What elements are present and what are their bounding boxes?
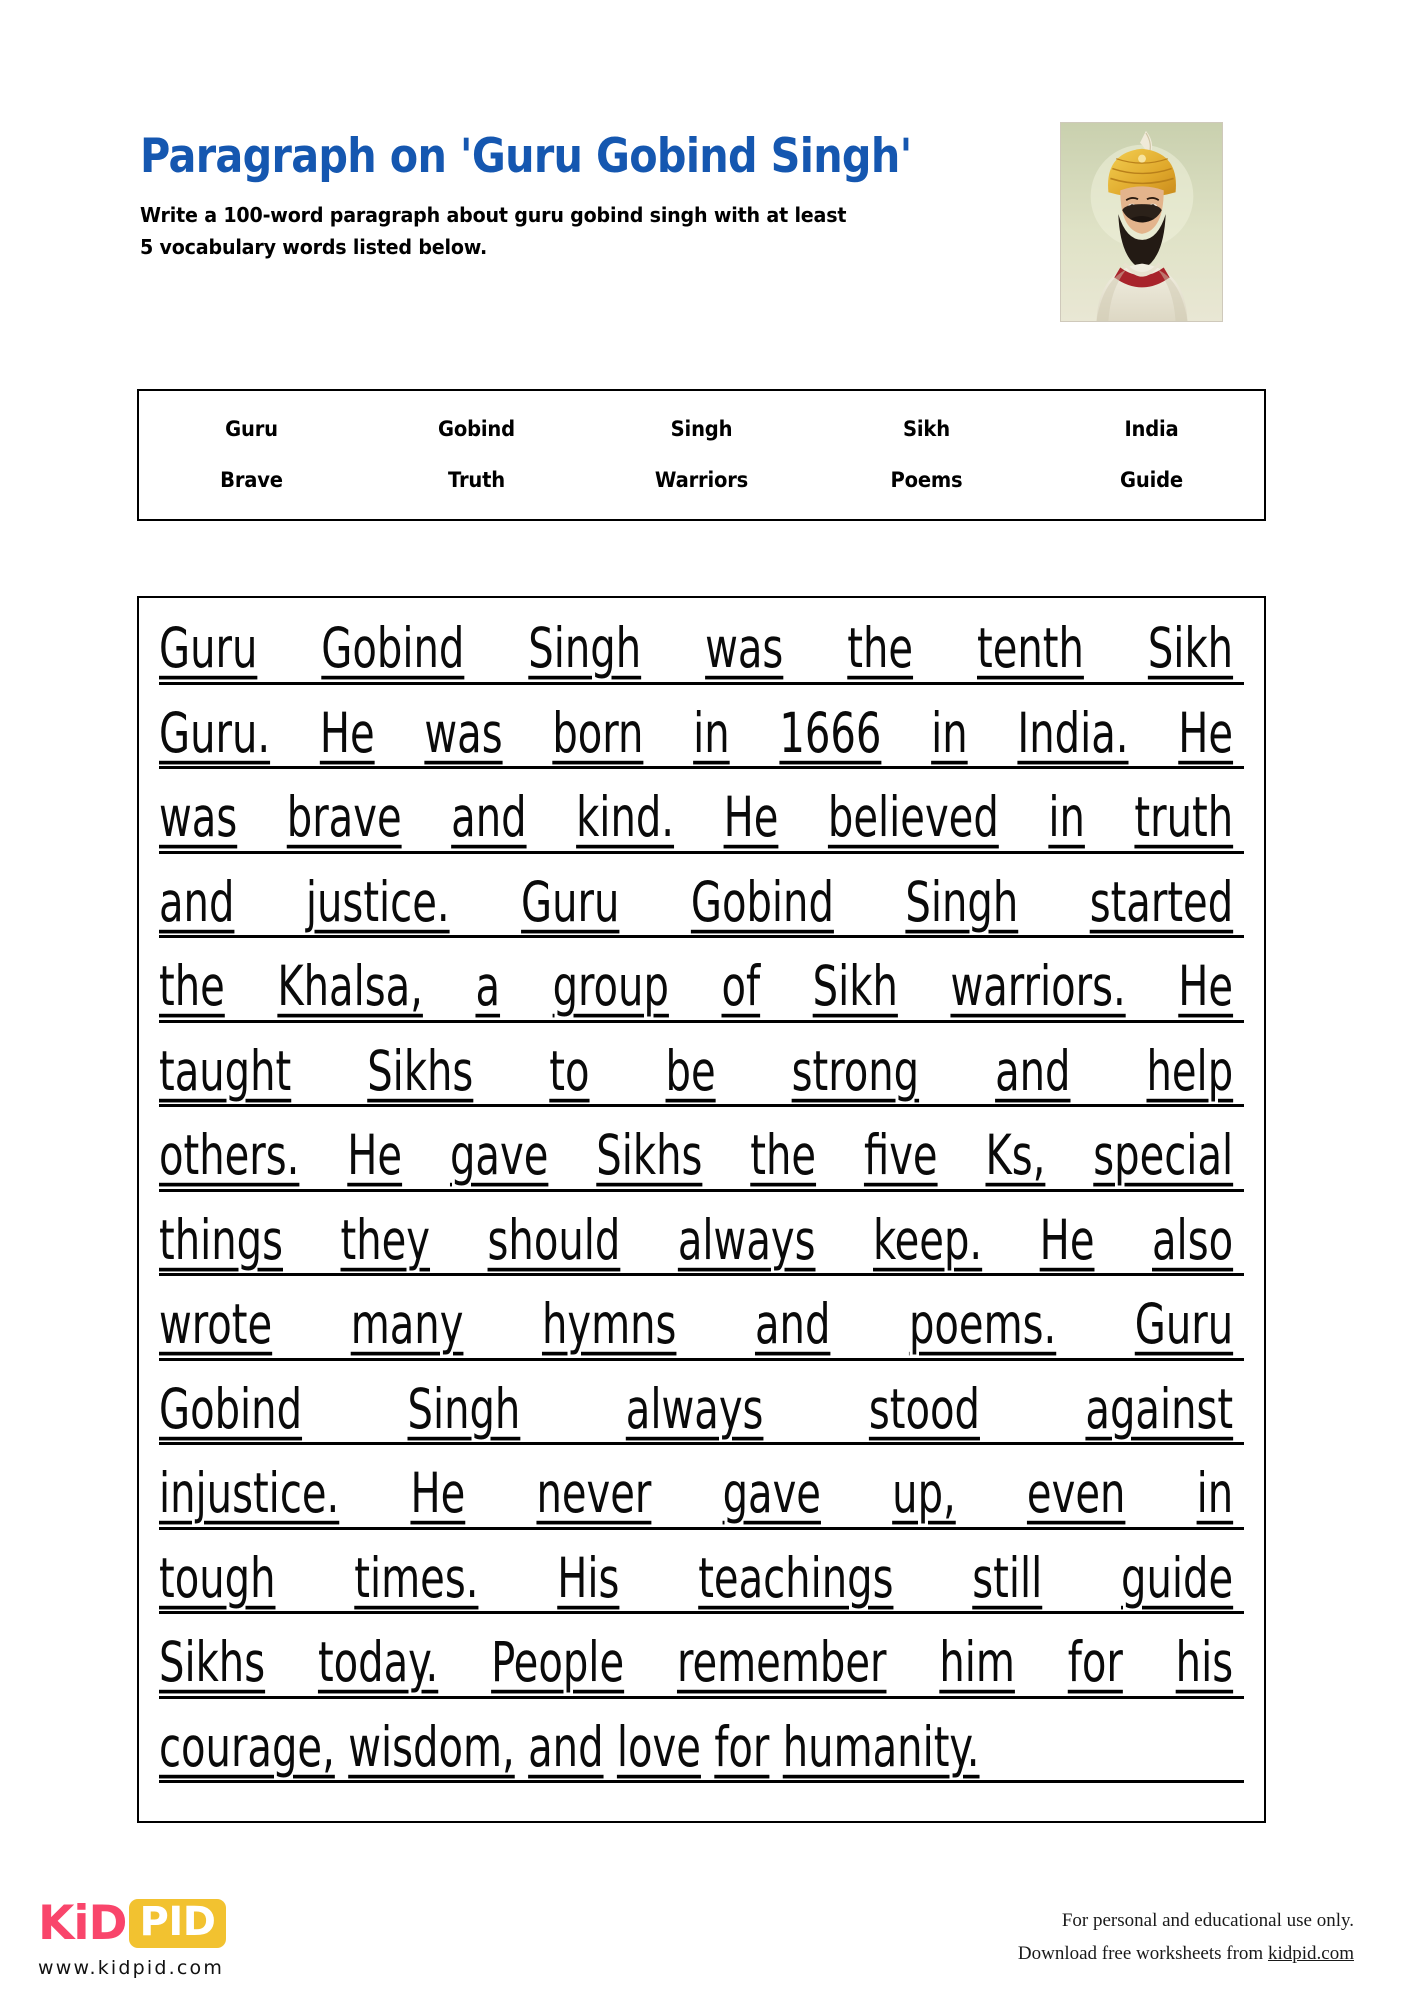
handwriting-word: they: [340, 1207, 431, 1273]
writing-rule-line: [159, 935, 1244, 938]
handwriting-word: a: [475, 954, 501, 1019]
handwriting-word: others.: [159, 1123, 300, 1188]
handwriting-word: Singh: [528, 616, 642, 681]
handwriting-word: guide: [1121, 1545, 1234, 1611]
handwriting-word: never: [536, 1461, 652, 1526]
handwriting-word: Gobind: [321, 616, 465, 681]
handwriting-word: him: [939, 1630, 1015, 1695]
handwriting-word: and: [159, 869, 235, 935]
handwriting-word: his: [1175, 1630, 1234, 1695]
handwriting-word: in: [1048, 785, 1085, 850]
handwriting-word: born: [552, 700, 644, 766]
vocabulary-word: Sikh: [903, 416, 950, 441]
handwriting-word: today.: [317, 1630, 439, 1695]
footer-note-line-1: For personal and educational use only.: [1061, 1910, 1354, 1931]
vocabulary-word: Gobind: [438, 416, 515, 441]
handwriting-word: He: [1039, 1207, 1095, 1273]
writing-rule-line: [159, 851, 1244, 854]
guru-gobind-singh-portrait: [1060, 122, 1223, 322]
vocabulary-word: Warriors: [654, 468, 749, 492]
handwriting-word: even: [1026, 1461, 1126, 1526]
handwriting-word: stood: [868, 1376, 980, 1442]
handwriting-word: hymns: [541, 1292, 677, 1357]
handwriting-word: believed: [827, 785, 999, 850]
handwriting-word: the: [847, 616, 914, 681]
kidpid-link[interactable]: kidpid.com: [1267, 1943, 1354, 1965]
handwriting-word: brave: [286, 785, 402, 850]
paragraph-answer-box[interactable]: [137, 596, 1266, 1823]
handwriting-word: Guru: [521, 869, 620, 935]
logo-kid-text: KiD: [38, 1895, 127, 1951]
handwriting-word: warriors.: [950, 954, 1126, 1019]
handwriting-word: Singh: [905, 869, 1019, 935]
handwriting-word: the: [159, 954, 225, 1019]
writing-rule-line: [159, 1273, 1244, 1276]
instruction-text: Write a 100-word paragraph about guru gobind singh with at least 5 vocabulary words listed below.: [140, 203, 847, 259]
handwriting-word: Sikhs: [159, 1630, 266, 1695]
handwriting-word: love: [616, 1714, 701, 1780]
vocabulary-word: Truth: [447, 468, 506, 492]
handwriting-word: Singh: [407, 1376, 521, 1442]
handwriting-line: [159, 701, 1244, 786]
handwriting-line-text: [159, 1039, 1233, 1104]
handwriting-line-text: [159, 1546, 1233, 1611]
handwriting-word: group: [552, 954, 669, 1019]
logo-mark: [38, 1896, 358, 1950]
handwriting-word: five: [863, 1123, 938, 1188]
handwriting-word: also: [1152, 1207, 1234, 1273]
handwriting-line: [159, 1039, 1244, 1124]
handwriting-word: for: [714, 1714, 770, 1780]
kidpid-logo[interactable]: [38, 1896, 358, 1979]
handwriting-word: He: [410, 1461, 466, 1526]
handwriting-word: was: [159, 785, 238, 850]
handwriting-word: many: [350, 1292, 464, 1357]
writing-rule-line: [159, 1104, 1244, 1107]
handwriting-word: started: [1089, 869, 1234, 935]
handwriting-word: He: [347, 1123, 403, 1188]
handwriting-word: India.: [1017, 700, 1129, 766]
handwriting-word: and: [528, 1714, 604, 1780]
vocabulary-box: [137, 389, 1266, 521]
handwriting-line: [159, 1377, 1244, 1462]
handwriting-line: [159, 1546, 1244, 1631]
vocabulary-word: India: [1124, 416, 1179, 441]
handwriting-word: in: [931, 700, 968, 766]
handwriting-word: tenth: [977, 616, 1084, 681]
handwriting-word: He: [1178, 700, 1234, 766]
handwriting-word: for: [1067, 1630, 1123, 1695]
writing-rule-line: [159, 1696, 1244, 1699]
handwriting-word: Khalsa,: [277, 954, 423, 1019]
handwriting-word: justice.: [305, 869, 450, 935]
handwriting-word: poems.: [908, 1292, 1057, 1357]
writing-rule-line: [159, 1527, 1244, 1530]
portrait-illustration: [1061, 123, 1222, 321]
handwriting-line: [159, 954, 1244, 1039]
footer-usage-note: [1018, 1904, 1354, 1971]
handwriting-line-text: [159, 1292, 1233, 1357]
handwriting-line-text: [159, 1630, 1233, 1695]
handwriting-word: still: [972, 1545, 1043, 1611]
handwriting-word: help: [1146, 1038, 1234, 1104]
handwriting-word: Guru: [159, 616, 258, 681]
handwriting-line: [159, 1461, 1244, 1546]
handwriting-line: [159, 1292, 1244, 1377]
writing-rule-line: [159, 1189, 1244, 1192]
handwriting-word: Gobind: [159, 1376, 303, 1442]
handwriting-word: wisdom,: [348, 1714, 515, 1780]
handwriting-word: and: [754, 1292, 831, 1357]
handwriting-word: courage,: [159, 1714, 335, 1780]
handwriting-word: Sikh: [812, 954, 898, 1019]
handwriting-word: strong: [791, 1038, 920, 1104]
logo-website-url[interactable]: www.kidpid.com: [38, 1957, 225, 1979]
handwriting-word: always: [625, 1376, 764, 1442]
handwriting-line-text: [159, 701, 1233, 766]
handwriting-word: up,: [892, 1461, 956, 1526]
handwriting-word: teachings: [698, 1545, 894, 1611]
writing-rule-line: [159, 682, 1244, 685]
handwriting-word: of: [721, 954, 761, 1019]
handwriting-line: [159, 1123, 1244, 1208]
handwriting-line-text: [159, 1715, 1233, 1780]
handwriting-line-text: [159, 1123, 1233, 1188]
handwriting-word: the: [750, 1123, 817, 1188]
vocabulary-row-2: [139, 455, 1264, 506]
writing-rule-line: [159, 766, 1244, 769]
handwriting-word: and: [995, 1038, 1071, 1104]
handwriting-line: [159, 616, 1244, 701]
handwriting-word: be: [665, 1038, 716, 1104]
writing-rule-line: [159, 1611, 1244, 1614]
handwriting-word: kind.: [576, 785, 675, 850]
handwriting-word: humanity.: [782, 1714, 980, 1780]
handwriting-word: against: [1085, 1376, 1234, 1442]
handwriting-word: taught: [159, 1038, 292, 1104]
handwriting-word: Sikhs: [367, 1038, 474, 1104]
handwriting-word: was: [705, 616, 784, 681]
handwriting-word: Guru.: [159, 700, 271, 766]
vocabulary-word: Guru: [225, 416, 278, 441]
handwriting-line-text: [159, 1461, 1233, 1526]
vocabulary-word: Guide: [1120, 468, 1183, 492]
worksheet-header: [140, 130, 1020, 264]
writing-rule-line: [159, 1020, 1244, 1023]
handwriting-word: Sikh: [1147, 616, 1234, 681]
handwriting-word: 1666: [779, 700, 882, 766]
writing-rule-line: [159, 1442, 1244, 1445]
writing-rule-line: [159, 1358, 1244, 1361]
handwriting-word: to: [549, 1038, 590, 1104]
handwriting-word: in: [693, 700, 730, 766]
footer-note-prefix: Download free worksheets from: [1017, 1943, 1268, 1965]
handwriting-line: [159, 1630, 1244, 1715]
handwriting-word: He: [723, 785, 779, 850]
handwriting-word: truth: [1134, 785, 1234, 850]
handwriting-word: He: [319, 700, 375, 766]
handwriting-line: [159, 785, 1244, 870]
handwriting-word: His: [557, 1545, 620, 1611]
handwriting-word: things: [159, 1207, 283, 1273]
logo-pid-text: PID: [129, 1899, 227, 1948]
handwriting-line-text: [159, 954, 1233, 1019]
handwriting-word: tough: [159, 1545, 276, 1611]
vocabulary-word: Poems: [890, 468, 963, 492]
vocabulary-word: Singh: [670, 416, 733, 441]
handwriting-lines: [159, 616, 1244, 1799]
handwriting-line: [159, 870, 1244, 955]
handwriting-word: and: [451, 785, 527, 850]
handwriting-word: injustice.: [159, 1461, 340, 1526]
handwriting-word: Ks,: [985, 1123, 1046, 1188]
handwriting-word: Gobind: [690, 869, 834, 935]
footer-note-line-2: [1018, 1937, 1354, 1970]
handwriting-word: wrote: [159, 1292, 273, 1357]
page-title: Paragraph on 'Guru Gobind Singh': [140, 129, 912, 184]
handwriting-word: keep.: [873, 1207, 983, 1273]
handwriting-word: Sikhs: [596, 1123, 703, 1188]
handwriting-word: special: [1093, 1123, 1234, 1188]
handwriting-word: was: [424, 700, 503, 766]
handwriting-line-text: [159, 1377, 1233, 1442]
handwriting-line: [159, 1208, 1244, 1293]
handwriting-word: gave: [449, 1123, 549, 1188]
handwriting-word: always: [677, 1207, 816, 1273]
handwriting-word: remember: [676, 1630, 887, 1695]
writing-rule-line: [159, 1780, 1244, 1783]
handwriting-word: gave: [722, 1461, 821, 1526]
handwriting-word: should: [487, 1207, 621, 1273]
vocabulary-word: Brave: [220, 468, 283, 492]
handwriting-word: times.: [354, 1545, 479, 1611]
handwriting-line: [159, 1715, 1244, 1800]
handwriting-line-text: [159, 1208, 1233, 1273]
handwriting-line-text: [159, 616, 1233, 681]
vocabulary-row-1: [139, 404, 1264, 455]
handwriting-word: in: [1196, 1461, 1234, 1526]
handwriting-word: People: [491, 1630, 625, 1695]
handwriting-word: He: [1178, 954, 1234, 1019]
handwriting-line-text: [159, 870, 1233, 935]
handwriting-line-text: [159, 785, 1233, 850]
handwriting-word: Guru: [1134, 1292, 1234, 1357]
